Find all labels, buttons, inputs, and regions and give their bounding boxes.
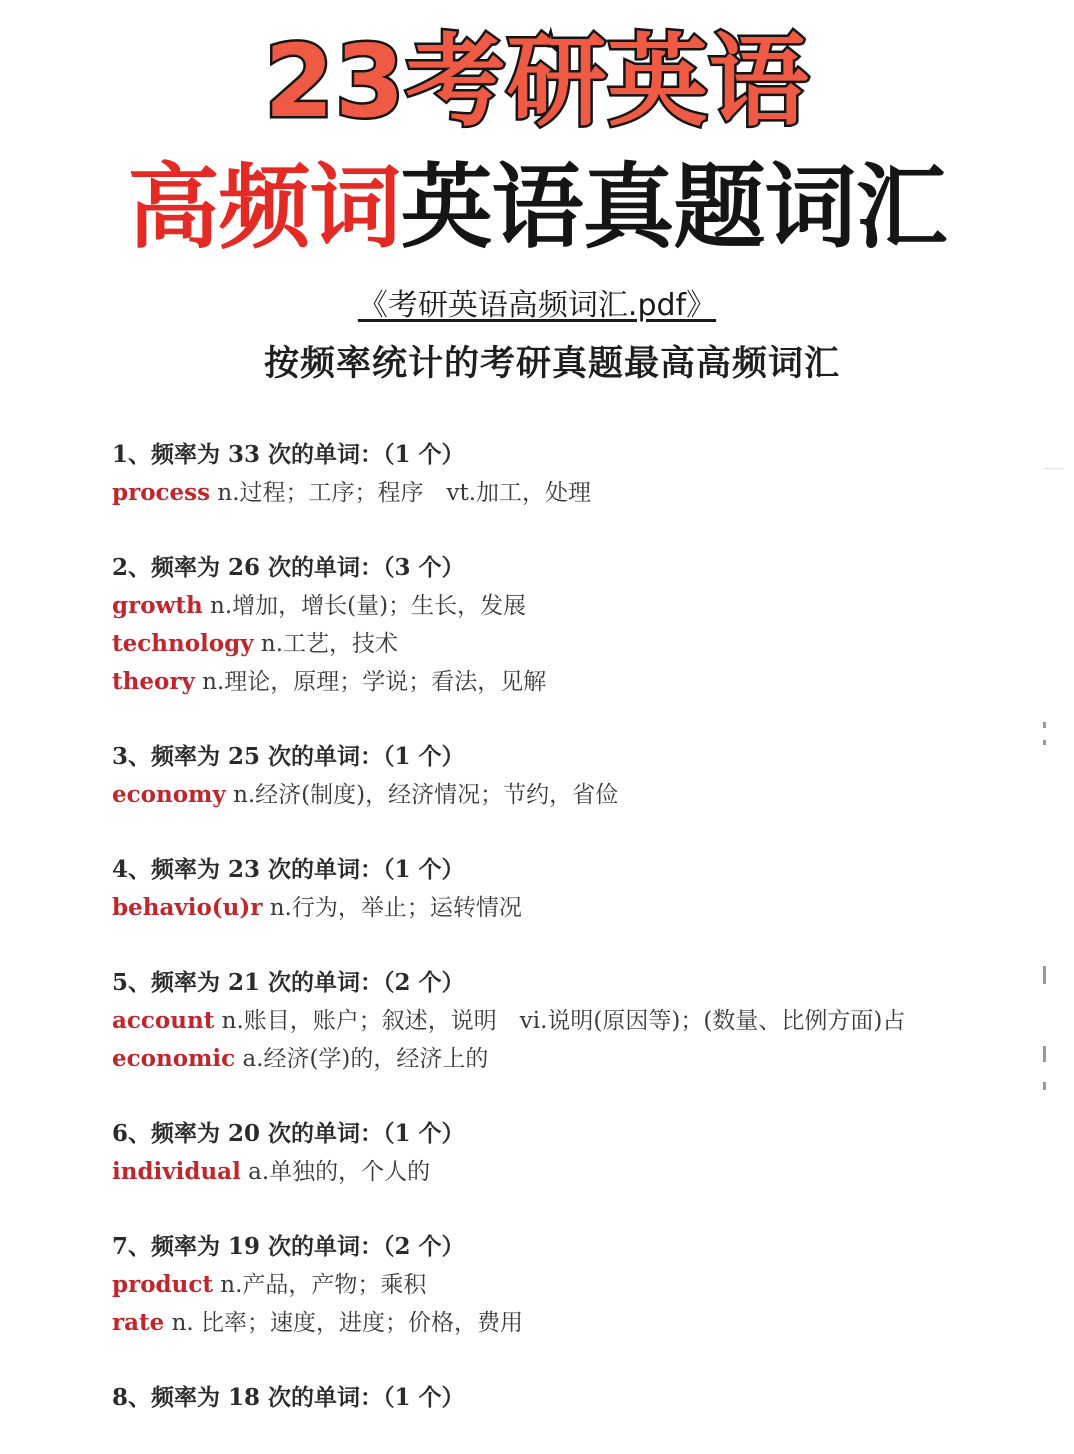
word-entry (112, 663, 1012, 701)
subtitle-rest: 英语真题词汇 (400, 154, 947, 261)
vocab-word: rate (112, 1309, 165, 1336)
frequency-group (112, 964, 1012, 1078)
word-entry (112, 1266, 1012, 1304)
frequency-group (112, 549, 1012, 701)
word-definition: n.过程；工序；程序 vt.加工，处理 (217, 480, 592, 506)
frequency-group (112, 1379, 1012, 1417)
word-definition: n.行为，举止；运转情况 (269, 895, 522, 921)
scan-artifact-line (1044, 468, 1064, 469)
frequency-group (112, 1228, 1012, 1342)
frequency-heading: 8、频率为 18 次的单词：（1 个） (112, 1384, 465, 1411)
word-entry (112, 1304, 1012, 1342)
vocab-word: economic (112, 1045, 236, 1072)
vocab-word: account (112, 1007, 215, 1034)
word-entry (112, 1153, 1012, 1191)
word-definition: a.经济(学)的，经济上的 (242, 1046, 489, 1072)
word-entry (112, 625, 1012, 663)
vocab-word: theory (112, 668, 195, 695)
word-definition: n.工艺，技术 (260, 631, 399, 657)
main-title: 23考研英语 (264, 23, 810, 140)
frequency-group (112, 851, 1012, 927)
frequency-heading: 3、频率为 25 次的单词：（1 个） (112, 743, 465, 770)
word-definition: n. 比率；速度，进度；价格，费用 (171, 1310, 524, 1336)
frequency-group (112, 738, 1012, 814)
word-list (112, 436, 1012, 1454)
frequency-heading: 1、频率为 33 次的单词：（1 个） (112, 441, 465, 468)
vocab-word: economy (112, 781, 226, 808)
vocab-word: growth (112, 592, 203, 619)
word-definition: a.单独的，个人的 (248, 1159, 431, 1185)
frequency-heading: 2、频率为 26 次的单词：（3 个） (112, 554, 465, 581)
vocab-word: behavio(u)r (112, 894, 263, 921)
file-name-caption: 《考研英语高频词汇.pdf》 (357, 288, 717, 323)
word-entry (112, 1040, 1012, 1078)
vocab-word: technology (112, 630, 254, 657)
word-entry (112, 587, 1012, 625)
subtitle-highlight: 高频词 (127, 154, 401, 261)
word-definition: n.账目，账户；叙述，说明 vi.说明(原因等)；(数量、比例方面)占 (221, 1008, 906, 1034)
word-entry (112, 474, 1012, 512)
frequency-group (112, 1115, 1012, 1191)
word-definition: n.经济(制度)，经济情况；节约，省俭 (233, 782, 619, 808)
frequency-group (112, 436, 1012, 512)
frequency-heading: 4、频率为 23 次的单词：（1 个） (112, 856, 465, 883)
subtitle (0, 150, 1074, 265)
frequency-heading: 6、频率为 20 次的单词：（1 个） (112, 1120, 465, 1147)
word-entry (112, 889, 1012, 927)
word-definition: n.理论，原理；学说；看法，见解 (202, 669, 547, 695)
word-entry (112, 776, 1012, 814)
word-definition: n.产品，产物；乘积 (220, 1272, 427, 1298)
frequency-heading: 5、频率为 21 次的单词：（2 个） (112, 969, 465, 996)
vocab-word: process (112, 479, 211, 506)
vocab-word: product (112, 1271, 213, 1298)
vocab-word: individual (112, 1158, 241, 1185)
document-heading: 按频率统计的考研真题最高高频词汇 (263, 343, 840, 384)
word-definition: n.增加，增长(量)；生长，发展 (210, 593, 527, 619)
frequency-heading: 7、频率为 19 次的单词：（2 个） (112, 1233, 465, 1260)
word-entry (112, 1002, 1012, 1040)
